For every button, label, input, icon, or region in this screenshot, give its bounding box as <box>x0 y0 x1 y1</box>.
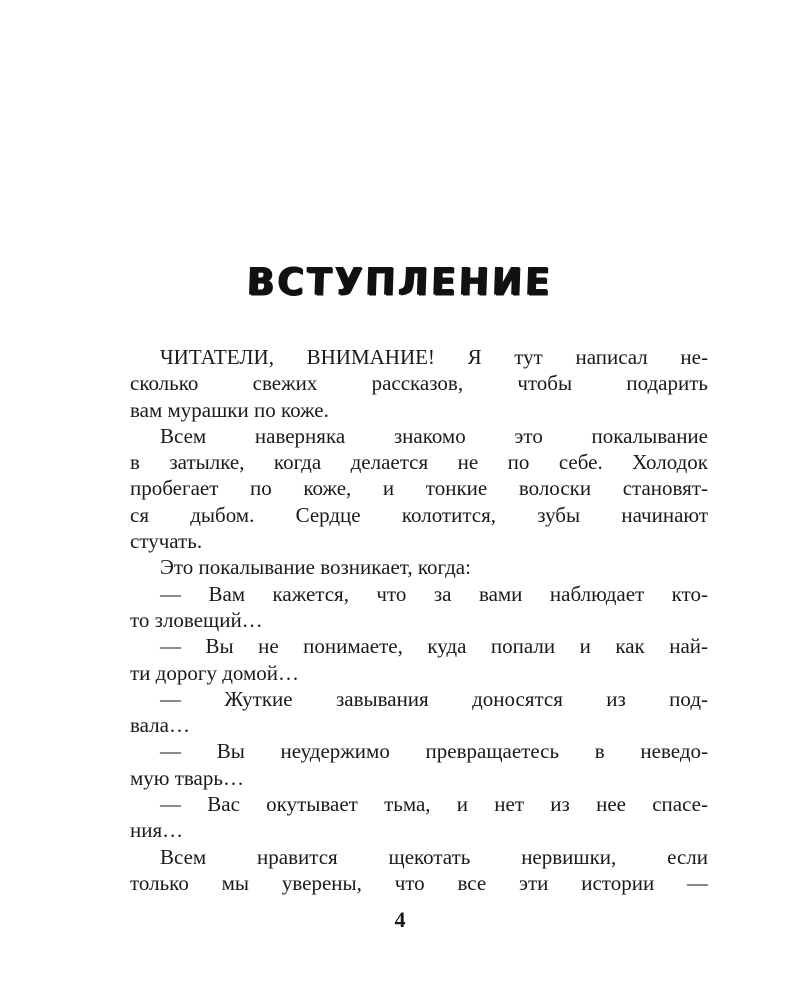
page-number: 4 <box>394 907 406 932</box>
text-line: — Вы не понимаете, куда попали и как най- <box>160 634 708 659</box>
text-line: Всем наверняка знакомо это покалывание <box>160 423 708 448</box>
text-line: то зловещий… <box>130 607 263 632</box>
text-line: сколько свежих рассказов, чтобы подарить <box>130 371 708 396</box>
text-line: пробегает по коже, и тонкие волоски становят- <box>130 476 708 501</box>
text-line: — Вас окутывает тьма, и нет из нее спасе- <box>160 792 708 817</box>
text-line: стучать. <box>130 529 203 554</box>
text-line: мую тварь… <box>130 765 244 790</box>
text-line: Всем нравится щекотать нервишки, если <box>160 844 708 869</box>
text-line: — Вам кажется, что за вами наблюдает кто- <box>160 581 708 606</box>
text-line: ЧИТАТЕЛИ, ВНИМАНИЕ! Я тут написал не- <box>160 345 708 369</box>
text-line: — Жуткие завывания доносятся из под- <box>160 686 708 711</box>
text-line: ния… <box>130 818 184 843</box>
text-line: — Вы неудержимо превращаетесь в неведо- <box>160 739 708 764</box>
body-text <box>130 344 708 896</box>
text-line: только мы уверены, что все эти истории — <box>130 870 708 895</box>
text-line: в затылке, когда делается не по себе. Холодок <box>130 450 708 475</box>
text-line: ти дорогу домой… <box>130 660 300 685</box>
text-line: вам мурашки по коже. <box>130 397 329 422</box>
text-line: вала… <box>130 713 190 738</box>
text-line: Это покалывание возникает, когда: <box>160 555 471 580</box>
chapter-title: ВСТУПЛЕНИЕ <box>246 260 554 305</box>
text-line: ся дыбом. Сердце колотится, зубы начинают <box>130 502 708 527</box>
